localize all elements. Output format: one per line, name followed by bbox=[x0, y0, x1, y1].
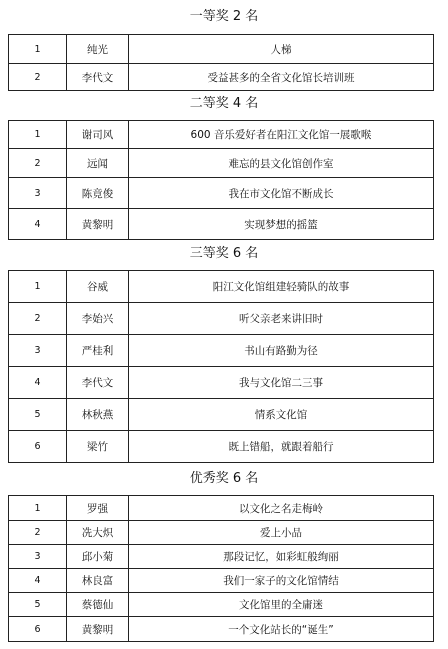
work-title: 我在市文化馆不断成长 bbox=[129, 178, 434, 209]
table-row bbox=[9, 64, 434, 91]
table-row bbox=[9, 617, 434, 642]
work-title: 爱上小品 bbox=[129, 521, 434, 545]
work-title: 人梯 bbox=[129, 35, 434, 64]
section-title-first-prize: 一等奖 2 名 bbox=[189, 9, 259, 24]
row-number: 1 bbox=[9, 271, 67, 303]
row-number: 3 bbox=[9, 178, 67, 209]
author-name: 林秋燕 bbox=[67, 399, 129, 431]
work-title: 难忘的县文化馆创作室 bbox=[129, 149, 434, 178]
table-row bbox=[9, 178, 434, 209]
section-title-excellence-prize: 优秀奖 6 名 bbox=[189, 471, 259, 486]
table-row bbox=[9, 335, 434, 367]
row-number: 1 bbox=[9, 496, 67, 521]
author-name: 李代文 bbox=[67, 367, 129, 399]
table-row bbox=[9, 399, 434, 431]
section-title-second-prize: 二等奖 4 名 bbox=[189, 96, 259, 111]
row-number: 4 bbox=[9, 209, 67, 240]
work-title: 一个文化站长的“诞生” bbox=[129, 617, 434, 642]
work-title: 情系文化馆 bbox=[129, 399, 434, 431]
table-row bbox=[9, 271, 434, 303]
table-row bbox=[9, 496, 434, 521]
work-title: 阳江文化馆组建轻骑队的故事 bbox=[129, 271, 434, 303]
author-name: 远闻 bbox=[67, 149, 129, 178]
author-name: 谢司风 bbox=[67, 121, 129, 149]
row-number: 2 bbox=[9, 149, 67, 178]
second-prize-table bbox=[8, 120, 434, 240]
row-number: 3 bbox=[9, 545, 67, 569]
row-number: 1 bbox=[9, 35, 67, 64]
author-name: 谷威 bbox=[67, 271, 129, 303]
work-title: 书山有路勤为径 bbox=[129, 335, 434, 367]
row-number: 5 bbox=[9, 399, 67, 431]
work-title: 文化馆里的全庸迷 bbox=[129, 593, 434, 617]
row-number: 2 bbox=[9, 64, 67, 91]
table-row bbox=[9, 209, 434, 240]
author-name: 邱小菊 bbox=[67, 545, 129, 569]
table-row bbox=[9, 121, 434, 149]
table-row bbox=[9, 367, 434, 399]
author-name: 陈竟俊 bbox=[67, 178, 129, 209]
work-title: 600 音乐爱好者在阳江文化馆一展歌喉 bbox=[129, 121, 434, 149]
row-number: 1 bbox=[9, 121, 67, 149]
author-name: 梁竹 bbox=[67, 431, 129, 463]
row-number: 3 bbox=[9, 335, 67, 367]
third-prize-table bbox=[8, 270, 434, 463]
row-number: 4 bbox=[9, 569, 67, 593]
row-number: 5 bbox=[9, 593, 67, 617]
row-number: 4 bbox=[9, 367, 67, 399]
table-row bbox=[9, 569, 434, 593]
table-row bbox=[9, 593, 434, 617]
author-name: 黄黎明 bbox=[67, 617, 129, 642]
author-name: 冼大炽 bbox=[67, 521, 129, 545]
table-row bbox=[9, 545, 434, 569]
work-title: 我与文化馆二三事 bbox=[129, 367, 434, 399]
work-title: 听父亲老来讲旧时 bbox=[129, 303, 434, 335]
row-number: 6 bbox=[9, 617, 67, 642]
author-name: 纯光 bbox=[67, 35, 129, 64]
section-title-third-prize: 三等奖 6 名 bbox=[189, 246, 259, 261]
work-title: 既上错船，就跟着船行 bbox=[129, 431, 434, 463]
table-row bbox=[9, 35, 434, 64]
work-title: 我们一家子的文化馆情结 bbox=[129, 569, 434, 593]
first-prize-table bbox=[8, 34, 434, 91]
row-number: 6 bbox=[9, 431, 67, 463]
author-name: 蔡德仙 bbox=[67, 593, 129, 617]
excellence-prize-table bbox=[8, 495, 434, 642]
table-row bbox=[9, 521, 434, 545]
work-title: 实现梦想的摇篮 bbox=[129, 209, 434, 240]
table-row bbox=[9, 303, 434, 335]
author-name: 李始兴 bbox=[67, 303, 129, 335]
author-name: 严桂利 bbox=[67, 335, 129, 367]
work-title: 受益甚多的全省文化馆长培训班 bbox=[129, 64, 434, 91]
author-name: 林良富 bbox=[67, 569, 129, 593]
work-title: 那段记忆，如彩虹般绚丽 bbox=[129, 545, 434, 569]
row-number: 2 bbox=[9, 521, 67, 545]
author-name: 黄黎明 bbox=[67, 209, 129, 240]
table-row bbox=[9, 431, 434, 463]
table-row bbox=[9, 149, 434, 178]
author-name: 李代文 bbox=[67, 64, 129, 91]
row-number: 2 bbox=[9, 303, 67, 335]
work-title: 以文化之名走梅岭 bbox=[129, 496, 434, 521]
author-name: 罗强 bbox=[67, 496, 129, 521]
